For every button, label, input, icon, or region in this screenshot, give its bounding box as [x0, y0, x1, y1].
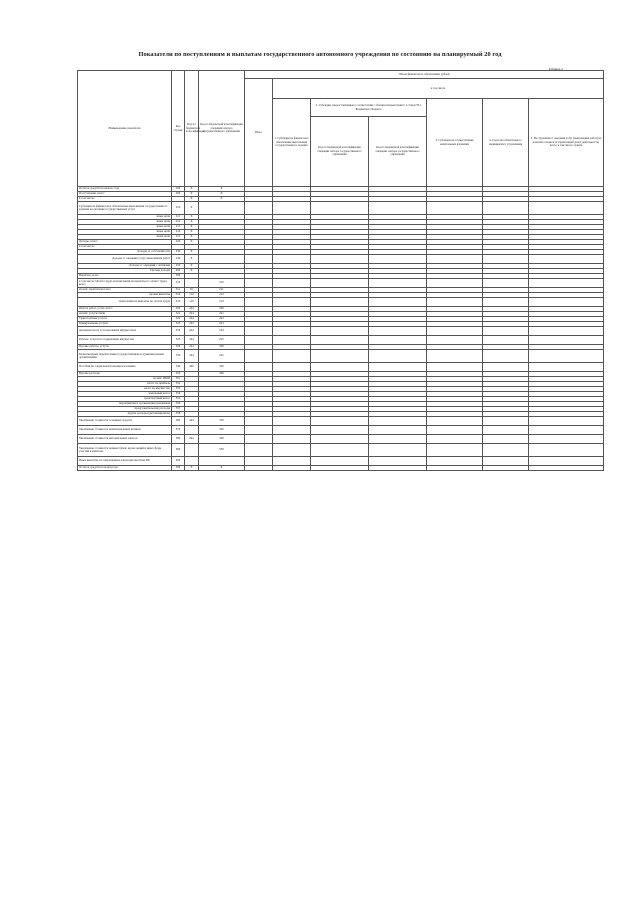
row-name: Транспортные услуги — [78, 317, 172, 322]
value-cell[interactable] — [529, 336, 604, 345]
row-name: Работы, услуги по содержанию имущества — [78, 336, 172, 345]
row-kbk: Х — [185, 215, 199, 220]
row-name: Доходы от операций с активами — [78, 264, 172, 269]
row-code: 353 — [172, 387, 185, 392]
document-title: Показатели по поступлениям и выплатам государственного автономного учреждения по состоянию на планируемый 20 год — [138, 51, 502, 58]
row-kbk: Х — [185, 255, 199, 264]
value-cell[interactable] — [369, 327, 427, 336]
value-cell[interactable] — [245, 327, 273, 336]
row-code: 324 — [172, 327, 185, 336]
value-cell[interactable] — [245, 444, 273, 457]
value-cell[interactable] — [273, 336, 311, 345]
row-name: Прочие доходы — [78, 269, 172, 274]
value-cell[interactable] — [369, 255, 427, 264]
value-cell[interactable] — [273, 255, 311, 264]
value-cell[interactable] — [369, 426, 427, 435]
row-kbk: Х — [185, 240, 199, 245]
value-cell[interactable] — [529, 202, 604, 215]
value-cell[interactable] — [311, 457, 369, 466]
row-name: Коммунальные услуги — [78, 322, 172, 327]
row-code: 213 — [172, 225, 185, 230]
row-kosgu: 224 — [199, 327, 245, 336]
row-code: 212 — [172, 220, 185, 225]
row-kbk: Х — [185, 225, 199, 230]
value-cell[interactable] — [529, 298, 604, 307]
header-name: Наименование показателя — [78, 71, 172, 187]
value-cell[interactable] — [483, 435, 529, 444]
value-cell[interactable] — [311, 202, 369, 215]
row-kosgu: 220 — [199, 307, 245, 312]
table-row — [78, 298, 604, 307]
value-cell[interactable] — [245, 466, 273, 471]
value-cell[interactable] — [311, 336, 369, 345]
row-kbk: 244 — [185, 350, 199, 363]
row-name: Поступления, всего: — [78, 192, 172, 197]
row-kbk: Х — [185, 235, 199, 240]
row-kbk: 244 — [185, 312, 199, 317]
row-name: из них: услуги связи — [78, 312, 172, 317]
table-header — [78, 71, 604, 187]
value-cell[interactable] — [245, 435, 273, 444]
value-cell[interactable] — [427, 327, 483, 336]
value-cell[interactable] — [311, 426, 369, 435]
row-name: Доходы от собственности — [78, 250, 172, 255]
row-code: 370 — [172, 426, 185, 435]
row-name: в том числе: — [78, 197, 172, 202]
row-name: Увеличение стоимости основных средств — [78, 417, 172, 426]
row-kbk: 244 — [185, 307, 199, 312]
row-kbk: Х — [185, 192, 199, 197]
row-code: 300 — [172, 274, 185, 279]
value-cell[interactable] — [311, 466, 369, 471]
value-cell[interactable] — [273, 435, 311, 444]
row-kbk: 244 — [185, 317, 199, 322]
row-kbk — [185, 426, 199, 435]
row-name: Оплата работ, услуг, всего — [78, 307, 172, 312]
value-cell[interactable] — [245, 417, 273, 426]
row-kosgu: 226 — [199, 345, 245, 350]
row-kosgu — [199, 457, 245, 466]
row-name: Остаток средств на начало года — [78, 187, 172, 192]
row-code: 200 — [172, 192, 185, 197]
value-cell[interactable] — [529, 435, 604, 444]
value-cell[interactable] — [427, 350, 483, 363]
value-cell[interactable] — [369, 202, 427, 215]
value-cell[interactable] — [273, 417, 311, 426]
header-col-2a: Код по бюджетной классификации операции сектора государственного управления — [311, 117, 369, 187]
row-kosgu: 210 — [199, 279, 245, 288]
row-name: иные цели — [78, 220, 172, 225]
value-cell[interactable] — [245, 279, 273, 288]
row-code: 215 — [172, 235, 185, 240]
row-name: иные цели — [78, 235, 172, 240]
value-cell[interactable] — [273, 426, 311, 435]
value-cell[interactable] — [369, 417, 427, 426]
value-cell[interactable] — [529, 457, 604, 466]
value-cell[interactable] — [311, 298, 369, 307]
value-cell[interactable] — [427, 457, 483, 466]
value-cell[interactable] — [529, 466, 604, 471]
value-cell[interactable] — [369, 435, 427, 444]
row-name: Увеличение стоимости нематериальных активов — [78, 426, 172, 435]
row-kbk: 244 — [185, 336, 199, 345]
row-kbk: 119 — [185, 298, 199, 307]
header-total: Всего — [245, 79, 273, 187]
table-row — [78, 435, 604, 444]
value-cell[interactable] — [245, 336, 273, 345]
value-cell[interactable] — [427, 466, 483, 471]
value-cell[interactable] — [427, 298, 483, 307]
row-kosgu — [199, 255, 245, 264]
row-code: 357 — [172, 407, 185, 412]
header-col-2b: Код по бюджетной классификации операции сектора государственного управления — [369, 117, 427, 187]
table-row — [78, 279, 604, 288]
value-cell[interactable] — [427, 444, 483, 457]
row-code: 351 — [172, 377, 185, 382]
row-name: начисления на выплаты по оплате труда — [78, 298, 172, 307]
value-cell[interactable] — [427, 435, 483, 444]
row-name: другие расходы (детализировать) — [78, 412, 172, 417]
row-code: 100 — [172, 187, 185, 192]
value-cell[interactable] — [369, 457, 427, 466]
row-name: Прочие расходы — [78, 372, 172, 377]
row-kbk: 340 — [185, 363, 199, 372]
row-code: 330 — [172, 350, 185, 363]
row-name: иные цели — [78, 230, 172, 235]
row-kbk — [185, 457, 199, 466]
row-name: Безвозмездные перечисления государственным и муниципальным организациям — [78, 350, 172, 363]
value-cell[interactable] — [529, 363, 604, 372]
table-number: Таблица 2 — [548, 67, 563, 71]
row-kbk: 244 — [185, 435, 199, 444]
row-kbk: 244 — [185, 322, 199, 327]
row-kbk: 112 — [185, 293, 199, 298]
value-cell[interactable] — [483, 202, 529, 215]
header-col-2-group: 2. Субсидии, предоставляемые в соответствии с абзацем вторым пункта 1 статьи 78.1 Бюджетного Кодекса — [311, 99, 427, 117]
value-cell[interactable] — [311, 255, 369, 264]
row-kosgu: 211 — [199, 288, 245, 293]
row-name: иные цели — [78, 225, 172, 230]
row-code: 400 — [172, 457, 185, 466]
row-name: в том числе: Оплата труда и начисления на выплаты по оплате труда, всего — [78, 279, 172, 288]
row-kbk: 244 — [185, 417, 199, 426]
value-cell[interactable] — [369, 444, 427, 457]
row-code: 311 — [172, 288, 185, 293]
value-cell[interactable] — [311, 417, 369, 426]
row-name: Иные выплаты, не запрещенные законодательством РФ — [78, 457, 172, 466]
value-cell[interactable] — [427, 426, 483, 435]
row-kbk: 111 — [185, 288, 199, 293]
row-kosgu: 212 — [199, 293, 245, 298]
row-kbk: 244 — [185, 345, 199, 350]
table-row — [78, 444, 604, 457]
row-code: 323 — [172, 322, 185, 327]
value-cell[interactable] — [369, 350, 427, 363]
row-name: Доходы от оказания услуг, выполнения работ — [78, 255, 172, 264]
row-name: налог на прибыль — [78, 382, 172, 387]
value-cell[interactable] — [529, 279, 604, 288]
row-kosgu: Х — [199, 466, 245, 471]
row-code: 500 — [172, 466, 185, 471]
table-body — [78, 187, 604, 471]
row-kbk: 244 — [185, 327, 199, 336]
table-row — [78, 417, 604, 426]
row-kosgu: 340 — [199, 435, 245, 444]
row-code: 390 — [172, 444, 185, 457]
row-kbk: Х — [185, 269, 199, 274]
header-volume: Объем финансового обеспечения, рублей — [245, 71, 604, 79]
value-cell[interactable] — [483, 466, 529, 471]
row-code: 350 — [172, 372, 185, 377]
value-cell[interactable] — [427, 363, 483, 372]
table-row — [78, 350, 604, 363]
row-kosgu: 213 — [199, 298, 245, 307]
table-row — [78, 255, 604, 264]
value-cell[interactable] — [311, 435, 369, 444]
row-code: 240 — [172, 255, 185, 264]
header-col-1: 1. Субсидии на финансовое обеспечение выполнения государственного задания — [273, 99, 311, 187]
value-cell[interactable] — [483, 336, 529, 345]
header-col-3: 3. Субсидии на осуществление капитальных вложений — [427, 99, 483, 187]
row-name: Остаток средств на конец года — [78, 466, 172, 471]
row-code: 260 — [172, 269, 185, 274]
row-name: Доходы, всего: — [78, 240, 172, 245]
row-kbk: Х — [185, 202, 199, 215]
row-code: 358 — [172, 412, 185, 417]
value-cell[interactable] — [483, 279, 529, 288]
row-code: 250 — [172, 264, 185, 269]
value-cell[interactable] — [245, 457, 273, 466]
value-cell[interactable] — [273, 466, 311, 471]
value-cell[interactable] — [369, 298, 427, 307]
value-cell[interactable] — [483, 444, 529, 457]
value-cell[interactable] — [529, 327, 604, 336]
row-kbk: Х — [185, 250, 199, 255]
value-cell[interactable] — [369, 336, 427, 345]
row-name: прочие выплаты — [78, 293, 172, 298]
value-cell[interactable] — [483, 426, 529, 435]
row-kosgu: 241 — [199, 350, 245, 363]
value-cell[interactable] — [529, 255, 604, 264]
value-cell[interactable] — [529, 426, 604, 435]
value-cell[interactable] — [483, 255, 529, 264]
financial-table — [77, 70, 604, 471]
value-cell[interactable] — [273, 298, 311, 307]
value-cell[interactable] — [427, 279, 483, 288]
value-cell[interactable] — [369, 279, 427, 288]
row-name: иные цели — [78, 215, 172, 220]
value-cell[interactable] — [311, 350, 369, 363]
row-name: налог на имущество — [78, 387, 172, 392]
row-name: мероприятия и организация праздников — [78, 402, 172, 407]
row-kosgu: 320 — [199, 426, 245, 435]
row-code: 313 — [172, 298, 185, 307]
row-kbk — [185, 279, 199, 288]
row-kosgu: 225 — [199, 336, 245, 345]
row-code: 352 — [172, 382, 185, 387]
table-row — [78, 466, 604, 471]
row-kbk: Х — [185, 466, 199, 471]
row-code: 214 — [172, 230, 185, 235]
value-cell[interactable] — [483, 327, 529, 336]
header-kbk: Код по бюджетной классификации — [185, 71, 199, 187]
value-cell[interactable] — [529, 444, 604, 457]
row-name: транспортный налог — [78, 397, 172, 402]
table-row — [78, 202, 604, 215]
row-kosgu: 223 — [199, 322, 245, 327]
row-kosgu: 221 — [199, 312, 245, 317]
row-code: 380 — [172, 435, 185, 444]
value-cell[interactable] — [245, 298, 273, 307]
row-code: 355 — [172, 397, 185, 402]
row-kosgu: 290 — [199, 372, 245, 377]
row-name: Увеличение стоимости ценных бумаг, кроме акций и иных форм участия в капитале — [78, 444, 172, 457]
row-name: в том числе: — [78, 245, 172, 250]
row-kbk: Х — [185, 220, 199, 225]
row-code: 354 — [172, 392, 185, 397]
value-cell[interactable] — [369, 466, 427, 471]
row-code: 322 — [172, 317, 185, 322]
value-cell[interactable] — [311, 444, 369, 457]
value-cell[interactable] — [369, 363, 427, 372]
value-cell[interactable] — [273, 327, 311, 336]
row-kbk: Х — [185, 230, 199, 235]
row-kosgu: 262 — [199, 363, 245, 372]
table-row — [78, 426, 604, 435]
row-code: 325 — [172, 336, 185, 345]
row-kosgu: 530 — [199, 444, 245, 457]
header-code: Код строки — [172, 71, 185, 187]
value-cell[interactable] — [483, 457, 529, 466]
row-name: Пособия по социальной помощи населению — [78, 363, 172, 372]
row-name: из них: заработная плата — [78, 288, 172, 293]
value-cell[interactable] — [483, 363, 529, 372]
value-cell[interactable] — [529, 417, 604, 426]
value-cell[interactable] — [245, 255, 273, 264]
header-kosgu: Код по бюджетной классификации операции сектора государственного управления — [199, 71, 245, 187]
row-code: 340 — [172, 363, 185, 372]
value-cell[interactable] — [245, 202, 273, 215]
value-cell[interactable] — [245, 426, 273, 435]
row-name: Увеличение стоимости материальных запасов — [78, 435, 172, 444]
row-name: представительские расходы — [78, 407, 172, 412]
value-cell[interactable] — [311, 279, 369, 288]
row-name: Выплаты, всего — [78, 274, 172, 279]
value-cell[interactable] — [245, 363, 273, 372]
row-code: 210 — [172, 202, 185, 215]
table-row — [78, 457, 604, 466]
header-col-4: 4. Средства обязательного медицинского страхования — [483, 99, 529, 187]
row-kosgu: Х — [199, 187, 245, 192]
row-kbk — [185, 444, 199, 457]
row-code: 326 — [172, 345, 185, 350]
value-cell[interactable] — [427, 202, 483, 215]
value-cell[interactable] — [273, 457, 311, 466]
value-cell[interactable] — [529, 350, 604, 363]
value-cell[interactable] — [273, 363, 311, 372]
header-including: в том числе — [273, 79, 604, 99]
value-cell[interactable] — [311, 363, 369, 372]
row-kosgu — [199, 202, 245, 215]
row-code: 220 — [172, 240, 185, 245]
row-code: 312 — [172, 293, 185, 298]
row-kosgu: Х — [199, 197, 245, 202]
row-name: Прочие работы, услуги — [78, 345, 172, 350]
row-name: Субсидии на финансовое обеспечение выполнения государственного задания на оказание государственных услуг — [78, 202, 172, 215]
row-kbk: Х — [185, 197, 199, 202]
row-kbk: Х — [185, 187, 199, 192]
row-code: 360 — [172, 417, 185, 426]
table-row — [78, 363, 604, 372]
header-col-5: 5. Поступления от оказания услуг (выполнения работ) на платной основе и от приносящей доход деятельности, всего, в том числе: гранты — [529, 99, 604, 187]
row-name: Арендная плата за пользование имуществом — [78, 327, 172, 336]
value-cell[interactable] — [273, 350, 311, 363]
row-code: 230 — [172, 250, 185, 255]
row-code: 310 — [172, 279, 185, 288]
value-cell[interactable] — [483, 298, 529, 307]
row-name: из них: ИМП — [78, 377, 172, 382]
value-cell[interactable] — [273, 444, 311, 457]
value-cell[interactable] — [311, 327, 369, 336]
table-row — [78, 336, 604, 345]
value-cell[interactable] — [483, 350, 529, 363]
row-code: 211 — [172, 215, 185, 220]
value-cell[interactable] — [273, 279, 311, 288]
row-code: 320 — [172, 307, 185, 312]
row-code: 356 — [172, 402, 185, 407]
value-cell[interactable] — [273, 202, 311, 215]
row-code: 321 — [172, 312, 185, 317]
row-kosgu: Х — [199, 192, 245, 197]
value-cell[interactable] — [427, 255, 483, 264]
row-kosgu: 222 — [199, 317, 245, 322]
value-cell[interactable] — [427, 417, 483, 426]
row-name: земельный налог — [78, 392, 172, 397]
value-cell[interactable] — [245, 350, 273, 363]
value-cell[interactable] — [427, 336, 483, 345]
row-kbk: Х — [185, 264, 199, 269]
row-kosgu: 310 — [199, 417, 245, 426]
value-cell[interactable] — [483, 417, 529, 426]
table-row — [78, 327, 604, 336]
